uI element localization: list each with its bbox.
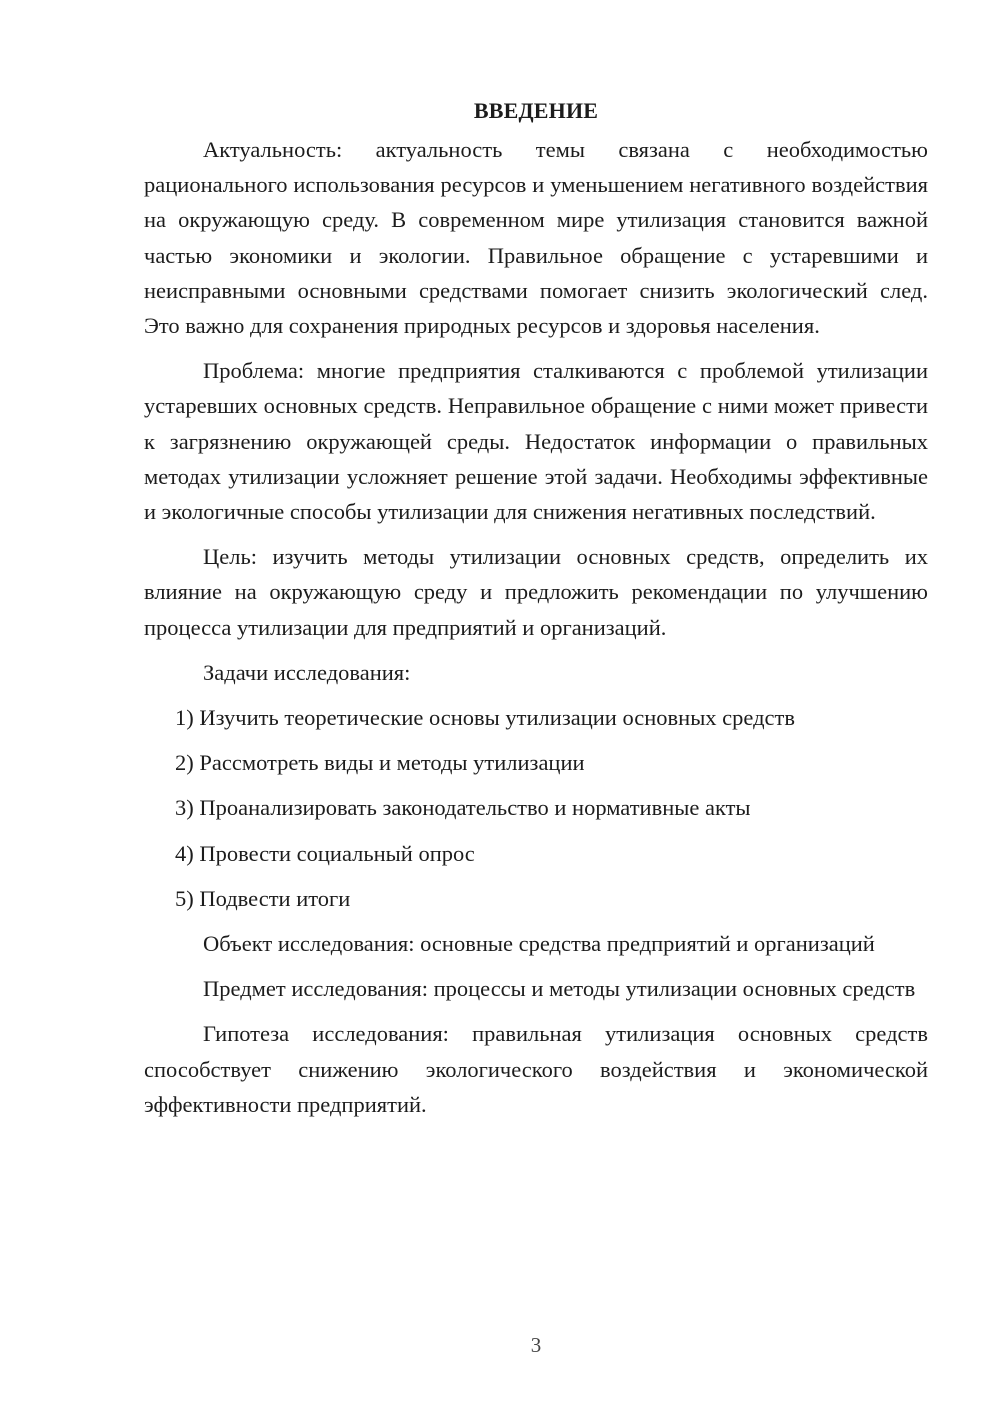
tasks-heading: Задачи исследования:	[203, 659, 411, 685]
relevance-paragraph: Актуальность: актуальность темы связана с необходимостью рационального использования ресурсов и уменьшением негативного воздействия на окружающую среду. В современном мире утилизация становится важной частью экономики и экологии. Правильное обращение с устаревшими и неисправными основными средствами помогает снизить экологический след. Это важно для сохранения природных ресурсов и здоровья населения.	[144, 137, 928, 339]
subject-paragraph: Предмет исследования: процессы и методы утилизации основных средств	[203, 976, 916, 1002]
problem-paragraph: Проблема: многие предприятия сталкиваются с проблемой утилизации устаревших основных средств. Неправильное обращение с ними может привести к загрязнению окружающей среды. Недостаток информации о правильных методах утилизации усложняет решение этой задачи. Необходимы эффективные и экологичные способы утилизации для снижения негативных последствий.	[144, 358, 928, 525]
tasks-list	[144, 700, 928, 916]
page-number: 3	[530, 1333, 542, 1357]
hypothesis-paragraph: Гипотеза исследования: правильная утилизация основных средств способствует снижению экологического воздействия и экономической эффективности предприятий.	[144, 1021, 928, 1117]
list-item: 2) Рассмотреть виды и методы утилизации	[175, 750, 585, 776]
list-item: 3) Проанализировать законодательство и нормативные акты	[175, 795, 751, 821]
section-heading: ВВЕДЕНИЕ	[473, 98, 599, 123]
list-item: 1) Изучить теоретические основы утилизации основных средств	[175, 705, 796, 731]
list-item: 4) Провести социальный опрос	[175, 840, 475, 866]
list-item: 5) Подвести итоги	[175, 885, 351, 911]
goal-paragraph: Цель: изучить методы утилизации основных средств, определить их влияние на окружающую среду и предложить рекомендации по улучшению процесса утилизации для предприятий и организаций.	[144, 544, 928, 640]
document-page	[144, 93, 928, 1132]
object-paragraph: Объект исследования: основные средства предприятий и организаций	[203, 931, 875, 957]
